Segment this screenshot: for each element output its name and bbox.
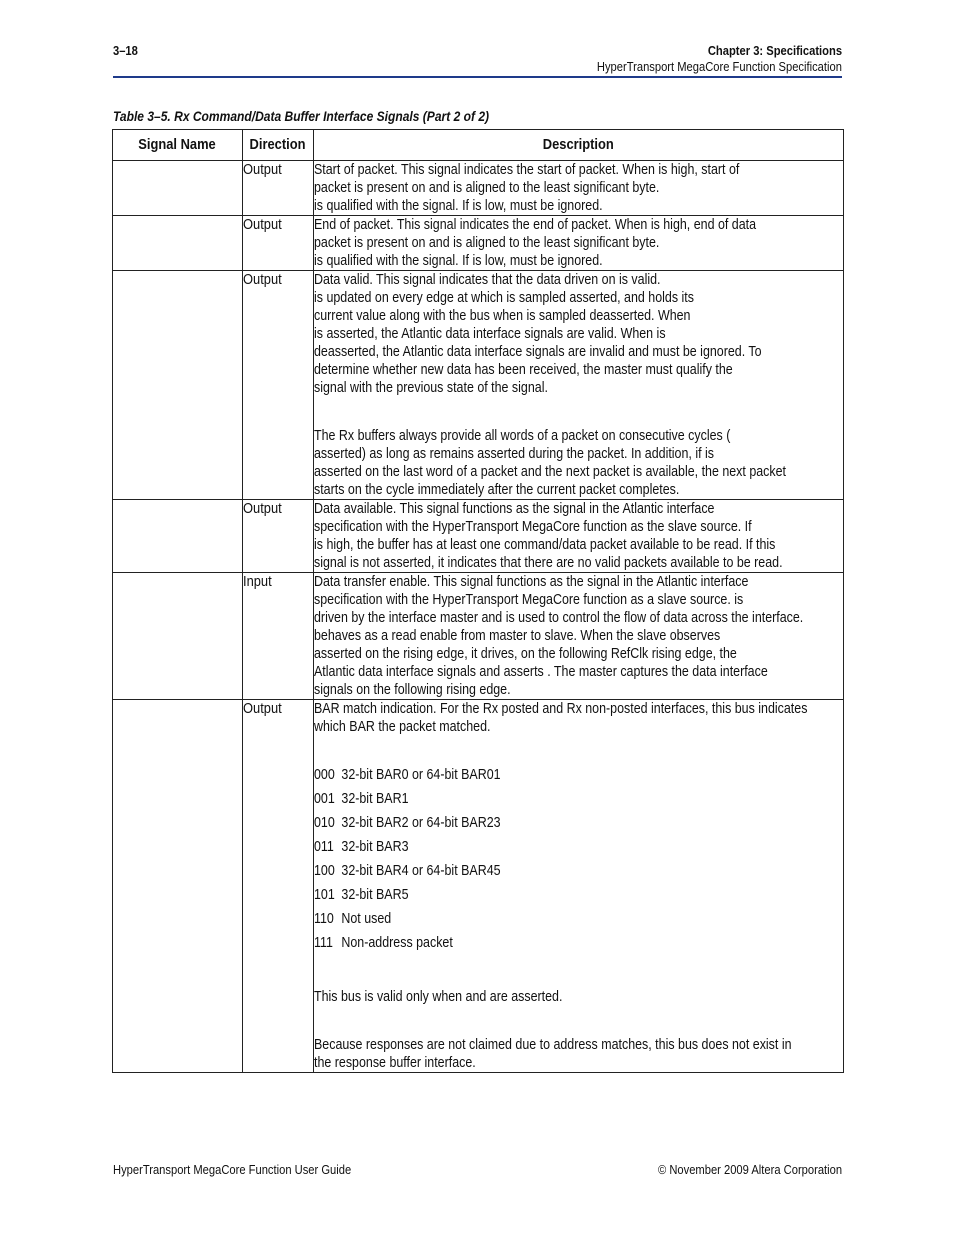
bar-code-item [314, 790, 843, 814]
direction-cell: Output [243, 271, 314, 500]
running-header [557, 43, 842, 75]
description-cell [314, 573, 844, 700]
signal-name-cell [113, 573, 243, 700]
description-line: asserted) as long as remains asserted during the packet. In addition, if is [314, 445, 715, 462]
bar-code-item [314, 886, 843, 910]
signal-name-cell [113, 161, 243, 216]
direction-cell: Output [243, 216, 314, 271]
description-line: specification with the HyperTransport MegaCore function as a slave source. is [314, 591, 744, 608]
direction-cell: Output [243, 700, 314, 1073]
table-row [113, 573, 844, 700]
description-line: signal is not asserted, it indicates that there are no valid packets available to be read. [314, 554, 783, 571]
description-line: Data transfer enable. This signal functions as the signal in the Atlantic interface [314, 573, 749, 590]
table-row [113, 700, 844, 1073]
bar-code-meaning: 32-bit BAR1 [341, 790, 409, 807]
bar-code-meaning: Non-address packet [341, 934, 453, 951]
description-line: asserted on the rising edge, it drives, on the following RefClk rising edge, the [314, 645, 737, 662]
bar-code-value: 011 [314, 838, 334, 855]
bar-code-item [314, 934, 843, 958]
bar-code-item [314, 766, 843, 790]
description-line: This bus is valid only when and are asserted. [314, 988, 563, 1005]
description-line: signals on the following rising edge. [314, 681, 511, 698]
signal-name-cell [113, 216, 243, 271]
bar-code-value: 111 [314, 934, 333, 951]
signals-table [112, 129, 844, 1073]
description-line: specification with the HyperTransport MegaCore function as the slave source. If [314, 518, 752, 535]
description-line: the response buffer interface. [314, 1054, 476, 1071]
bar-code-value: 010 [314, 814, 335, 831]
paragraph-gap [314, 1006, 843, 1036]
col-direction: Direction [243, 130, 314, 161]
table-header-row [113, 130, 844, 161]
table-row [113, 500, 844, 573]
bar-code-meaning: 32-bit BAR3 [341, 838, 409, 855]
col-description: Description [314, 130, 844, 161]
bar-code-meaning: 32-bit BAR4 or 64-bit BAR45 [341, 862, 501, 879]
bar-code-item [314, 910, 843, 934]
description-line: determine whether new data has been received, the master must qualify the [314, 361, 733, 378]
description-cell [314, 216, 844, 271]
bar-code-item [314, 814, 843, 838]
description-cell [314, 271, 844, 500]
paragraph-gap [314, 958, 843, 988]
description-line: Data available. This signal functions as the signal in the Atlantic interface [314, 500, 715, 517]
description-line: current value along with the bus when is sampled deasserted. When [314, 307, 691, 324]
direction-cell: Input [243, 573, 314, 700]
signal-name-cell [113, 700, 243, 1073]
footer-right: © November 2009 Altera Corporation [657, 1162, 842, 1177]
footer-left: HyperTransport MegaCore Function User Guide [113, 1162, 352, 1177]
bar-code-meaning: 32-bit BAR5 [341, 886, 409, 903]
description-line: Atlantic data interface signals and asserts . The master captures the data interface [314, 663, 768, 680]
bar-code-value: 100 [314, 862, 335, 879]
description-line: is qualified with the signal. If is low, must be ignored. [314, 197, 603, 214]
description-line: packet is present on and is aligned to the least significant byte. [314, 234, 660, 251]
description-line: starts on the cycle immediately after the current packet completes. [314, 481, 680, 498]
bar-code-meaning: 32-bit BAR2 or 64-bit BAR23 [341, 814, 501, 831]
direction-cell: Output [243, 161, 314, 216]
signal-name-cell [113, 271, 243, 500]
description-line: is qualified with the signal. If is low, must be ignored. [314, 252, 603, 269]
description-cell [314, 700, 844, 1073]
bar-code-value: 001 [314, 790, 335, 807]
description-line: driven by the interface master and is used to control the flow of data across the interface. [314, 609, 804, 626]
direction-cell: Output [243, 500, 314, 573]
bar-code-value: 110 [314, 910, 334, 927]
description-line: The Rx buffers always provide all words of a packet on consecutive cycles ( [314, 427, 731, 444]
description-line: is updated on every edge at which is sampled asserted, and holds its [314, 289, 694, 306]
description-line: Start of packet. This signal indicates the start of packet. When is high, start of [314, 161, 740, 178]
description-line: packet is present on and is aligned to the least significant byte. [314, 179, 660, 196]
description-line: is asserted, the Atlantic data interface signals are valid. When is [314, 325, 666, 342]
bar-code-item [314, 838, 843, 862]
table-row [113, 271, 844, 500]
description-line: asserted on the last word of a packet and the next packet is available, the next packet [314, 463, 787, 480]
chapter-title: Chapter 3: Specifications [707, 43, 842, 58]
description-line: Because responses are not claimed due to address matches, this bus does not exist in [314, 1036, 792, 1053]
description-line: BAR match indication. For the Rx posted and Rx non-posted interfaces, this bus indicates [314, 700, 808, 717]
paragraph-gap [314, 736, 843, 766]
description-line: Data valid. This signal indicates that the data driven on is valid. [314, 271, 661, 288]
page-number: 3–18 [113, 43, 138, 58]
bar-code-value: 101 [314, 886, 335, 903]
table-caption: Table 3–5. Rx Command/Data Buffer Interface Signals (Part 2 of 2) [113, 108, 490, 124]
bar-code-item [314, 862, 843, 886]
description-cell [314, 500, 844, 573]
description-line: is high, the buffer has at least one command/data packet available to be read. If this [314, 536, 776, 553]
section-title: HyperTransport MegaCore Function Specification [596, 59, 842, 74]
paragraph-gap [314, 397, 843, 427]
description-line: signal with the previous state of the signal. [314, 379, 548, 396]
bar-code-value: 000 [314, 766, 335, 783]
table-row [113, 161, 844, 216]
bar-code-meaning: 32-bit BAR0 or 64-bit BAR01 [341, 766, 501, 783]
bar-code-meaning: Not used [341, 910, 392, 927]
header-rule [113, 76, 842, 78]
description-line: deasserted, the Atlantic data interface signals are invalid and must be ignored. To [314, 343, 762, 360]
description-cell [314, 161, 844, 216]
col-signal-name: Signal Name [113, 130, 243, 161]
description-line: End of packet. This signal indicates the end of packet. When is high, end of data [314, 216, 757, 233]
description-line: behaves as a read enable from master to slave. When the slave observes [314, 627, 721, 644]
description-line: which BAR the packet matched. [314, 718, 491, 735]
table-row [113, 216, 844, 271]
signal-name-cell [113, 500, 243, 573]
